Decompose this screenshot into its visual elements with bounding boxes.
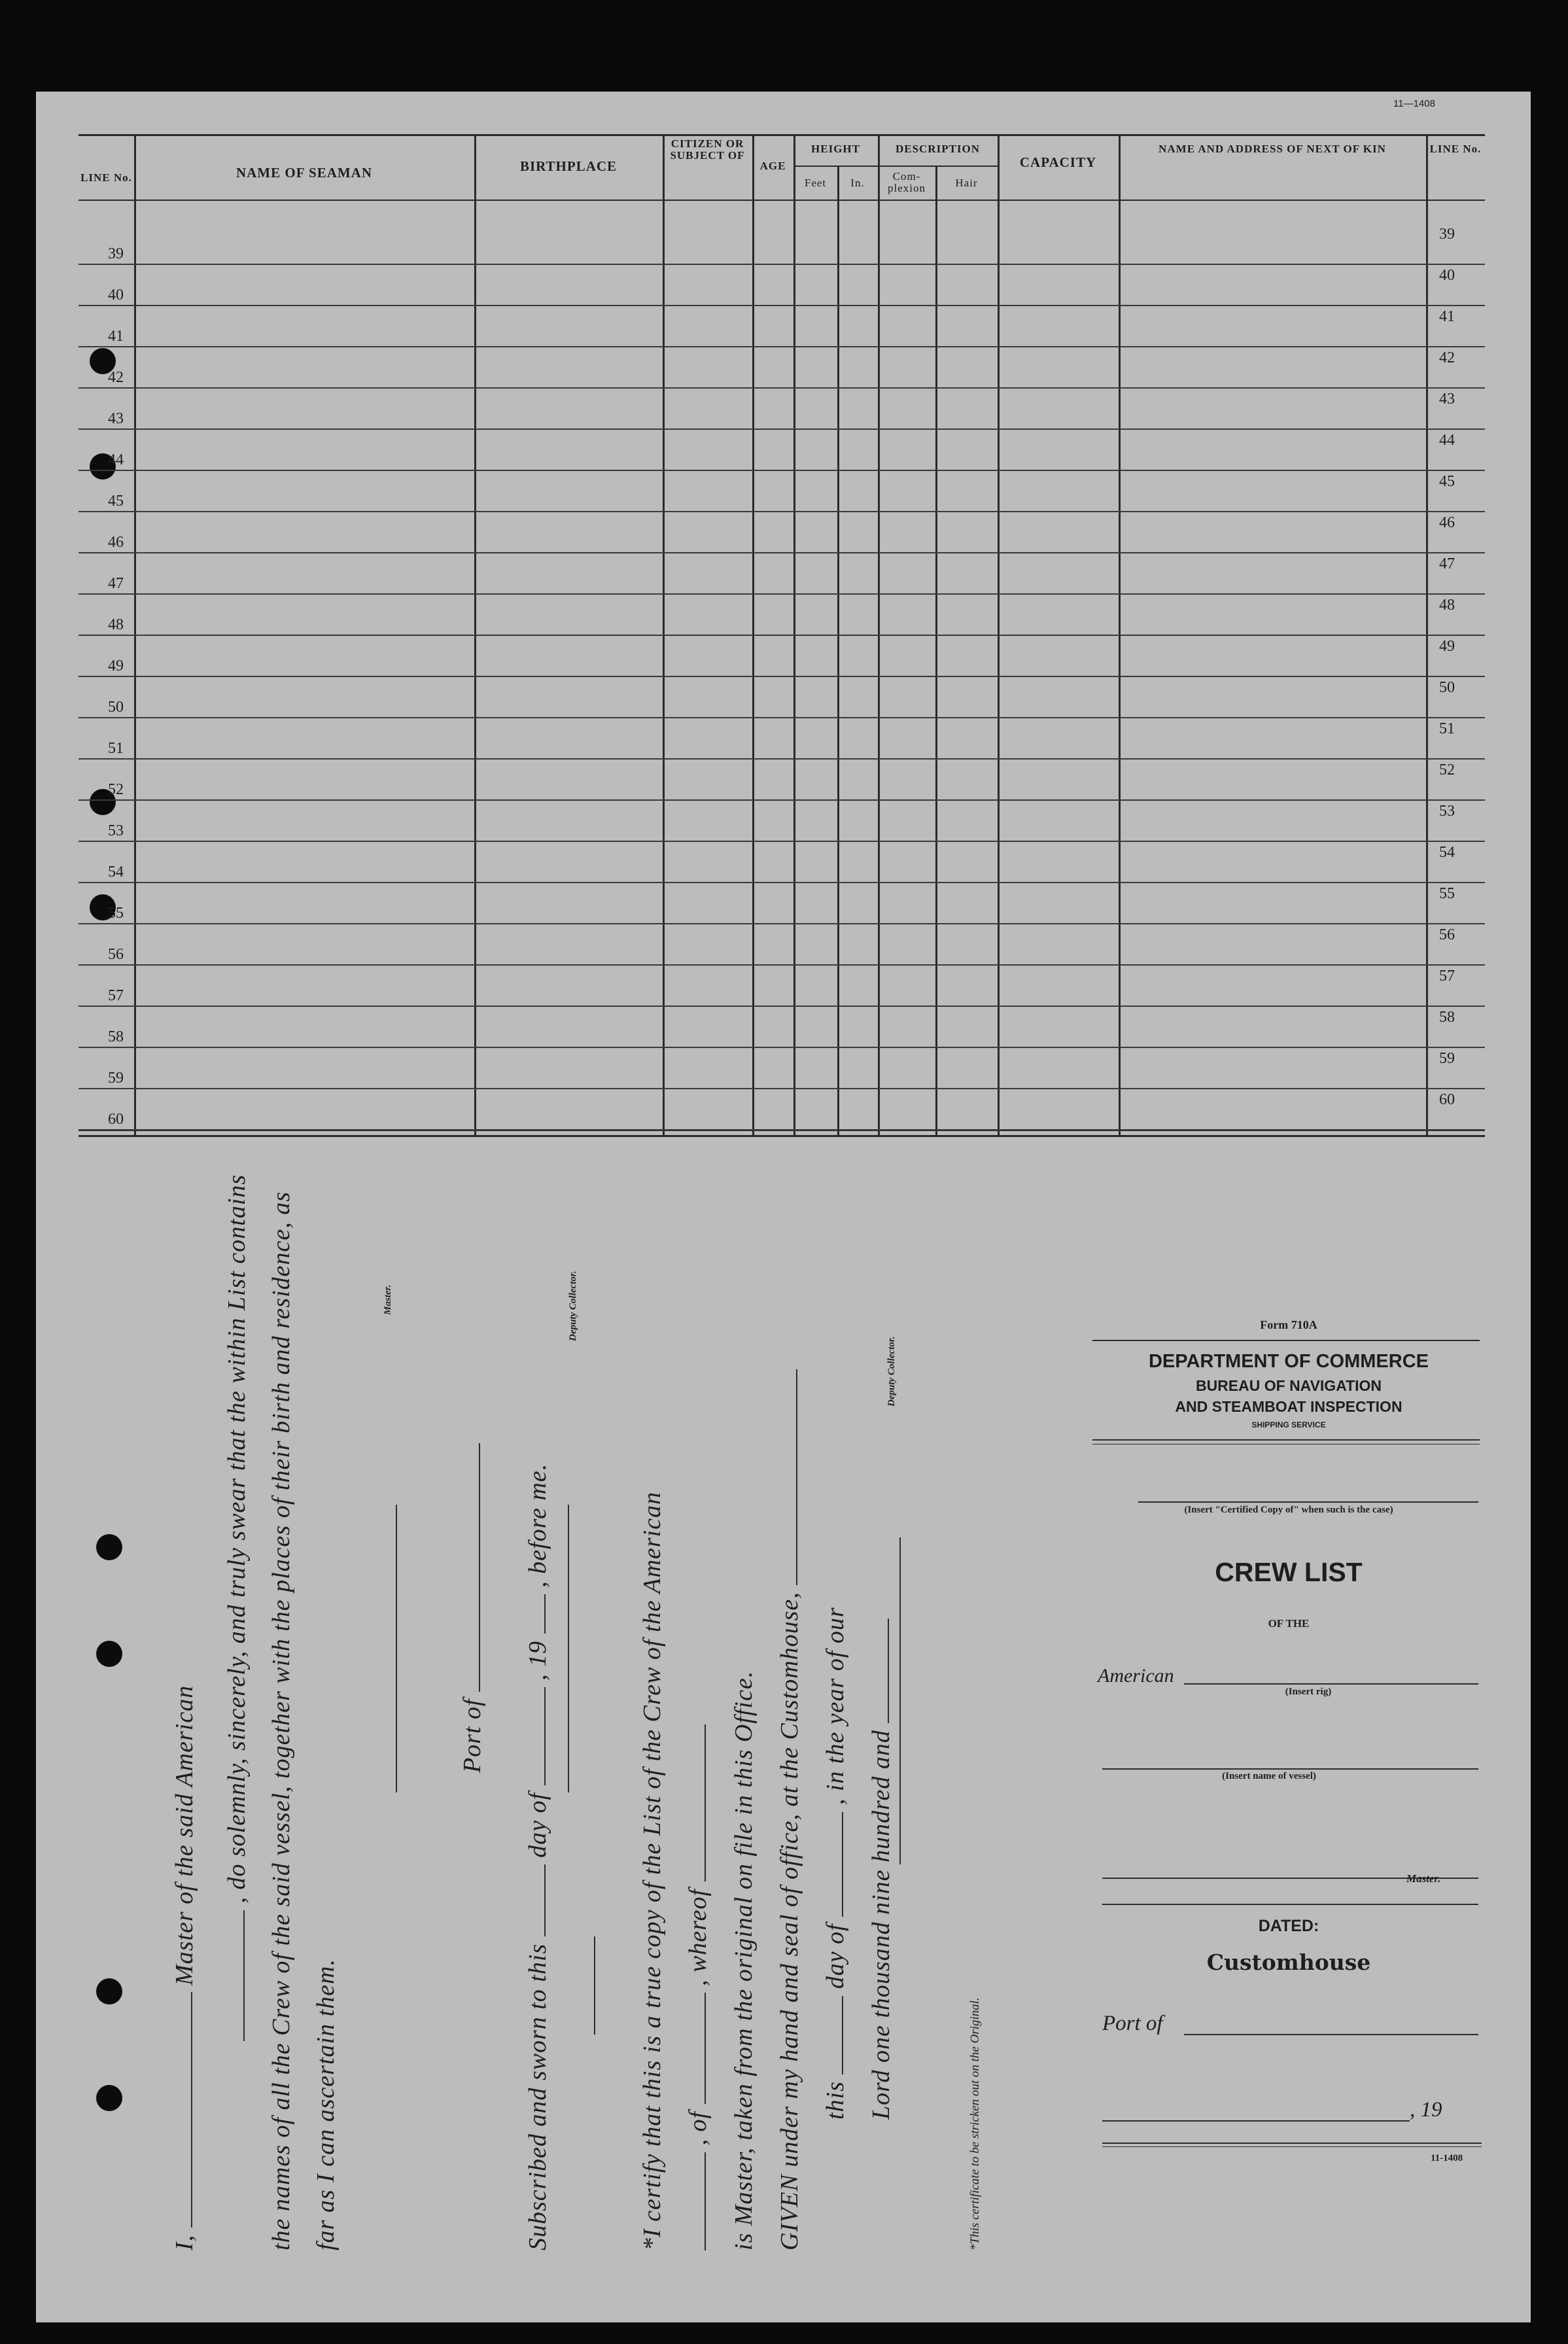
port-of-blank[interactable] [459,1443,480,1692]
oath-line-2 [222,1174,251,2041]
oath-i-text: I, [171,2234,198,2250]
deputy-collector-label-1: Deputy Collector. [568,1270,578,1341]
left-line-number: 52 [108,781,124,798]
year-cover-label: , 19 [1410,2098,1442,2122]
left-line-number: 60 [108,1111,124,1128]
lord-text: Lord one thousand nine hundred and [867,1730,895,2120]
ledger-row-line [78,346,1485,347]
left-line-number: 48 [108,616,124,633]
right-line-number: 50 [1439,679,1455,696]
ledger-row-line [78,799,1485,801]
cert-port-blank[interactable] [685,1993,706,2104]
right-line-number: 54 [1439,844,1455,861]
ledger-row-line [78,1088,1485,1089]
date-cover-blank[interactable] [1102,2120,1410,2122]
oath-line-1 [170,1685,199,2250]
certify-line-1: *I certify that this is a true copy of the List of the Crew of the American [638,1492,666,2250]
right-line-number: 56 [1439,926,1455,943]
left-line-number: 41 [108,328,124,345]
left-line-number: 47 [108,575,124,592]
right-line-number: 60 [1439,1091,1455,1108]
vessel-name-cover-blank[interactable] [1102,1768,1478,1770]
right-line-number: 51 [1439,720,1455,737]
right-line-number: 39 [1439,226,1455,243]
certificate-footnote: *This certificate to be stricken out on the Original. [968,1997,982,2250]
left-line-number: 55 [108,905,124,922]
vessel-name-blank[interactable] [224,1910,245,2041]
punch-hole-8 [96,2085,122,2111]
rig-blank[interactable] [1184,1683,1478,1685]
right-line-number: 44 [1439,432,1455,449]
department-title: DEPARTMENT OF COMMERCE [1148,1351,1429,1372]
oath-line-4: far as I can ascertain them. [312,1959,340,2250]
right-line-number: 55 [1439,885,1455,902]
of-the-label: OF THE [1268,1617,1310,1630]
right-line-number: 58 [1439,1009,1455,1026]
master-signature-label: Master. [383,1284,393,1315]
left-line-number: 53 [108,822,124,839]
header-citizen-or-subject: CITIZEN OR SUBJECT OF [670,137,745,162]
left-line-number: 54 [108,864,124,881]
right-line-number: 45 [1439,473,1455,490]
cert-of-text: , of [684,2110,712,2146]
year-19-text: , 19 [524,1640,551,1681]
ledger-row-line [78,1006,1485,1007]
subscribed-month-blank[interactable] [525,1687,546,1785]
port-of-cover-label: Port of [1102,2012,1163,2035]
port-cover-blank[interactable] [1184,2034,1478,2035]
left-line-number: 46 [108,534,124,551]
insert-vessel-note: (Insert name of vessel) [1222,1771,1316,1781]
master-name-blank[interactable] [171,1992,192,2228]
insert-certified-note: (Insert "Certified Copy of" when such is the case) [1184,1505,1393,1515]
given-day-of-text: day of [822,1923,849,1989]
year-of-our-text: , in the year of our [822,1607,849,1806]
day-of-text: day of [524,1792,551,1858]
header-description: DESCRIPTION [895,143,981,155]
ledger-row-line [78,511,1485,512]
customhouse-blank[interactable] [776,1369,797,1585]
header-capacity: CAPACITY [1019,154,1097,170]
punch-hole-6 [96,1641,122,1667]
left-line-number: 56 [108,946,124,963]
punch-hole-5 [96,1534,122,1560]
ledger-row-line [78,964,1485,966]
before-me-text: , before me. [524,1463,551,1588]
this-day-line [821,1607,850,2120]
port-of-line [458,1443,487,1773]
oath-master-of-text: Master of the said American [171,1685,198,1985]
form-number: Form 710A [1260,1318,1317,1331]
dated-label: DATED: [1258,1917,1319,1935]
ledger-row-line [78,635,1485,636]
ledger-row-line [78,1129,1485,1130]
crew-ledger-table [78,134,1485,1135]
ledger-row-line [78,387,1485,389]
ledger-row-line [78,758,1485,760]
subscribed-line [523,1463,552,2250]
left-line-number: 57 [108,987,124,1004]
header-height: HEIGHT [811,143,860,155]
customhouse-label: Customhouse [1206,1950,1371,1975]
right-line-number: 49 [1439,638,1455,655]
header-line-no: LINE No. [80,171,132,184]
ledger-row-line [78,429,1485,430]
right-line-number: 40 [1439,267,1455,284]
header-name-of-seaman: NAME OF SEAMAN [235,165,373,181]
american-label: American [1098,1665,1174,1687]
left-line-number: 44 [108,451,124,468]
left-line-number: 59 [108,1070,124,1087]
deputy-collector-label-2: Deputy Collector. [886,1336,897,1407]
header-inches: In. [850,177,865,189]
ledger-row-line [78,264,1485,265]
header-hair: Hair [955,177,978,189]
given-month-blank[interactable] [822,1812,843,1917]
right-line-number: 48 [1439,597,1455,614]
affidavit-block [157,1174,1034,2250]
shipping-service-label: SHIPPING SERVICE [1251,1420,1326,1429]
right-line-number: 46 [1439,514,1455,531]
certify-line-2 [684,1724,712,2250]
header-line-no-right: LINE No. [1429,143,1482,155]
left-line-number: 49 [108,657,124,674]
right-line-number: 42 [1439,349,1455,366]
ledger-row-line [78,552,1485,553]
left-line-number: 39 [108,245,124,262]
certify-line-3: is Master, taken from the original on file in this Office. [730,1670,758,2250]
left-line-number: 50 [108,699,124,716]
ledger-row-line [78,593,1485,595]
ledger-row-line [78,676,1485,677]
header-complexion: Com-plexion [888,170,926,194]
lord-year-blank[interactable] [868,1618,889,1723]
given-text: GIVEN under my hand and seal of office, at the Customhouse, [776,1592,803,2250]
ledger-row-line [78,470,1485,471]
ledger-row-line [78,882,1485,883]
right-line-number: 57 [1439,968,1455,985]
right-line-number: 53 [1439,803,1455,820]
oath-line-3: the names of all the Crew of the said vessel, together with the places of their birth and residence, as [268,1191,295,2250]
subscribed-text: Subscribed and sworn to this [524,1943,551,2250]
steamboat-title: AND STEAMBOAT INSPECTION [1175,1398,1402,1415]
ledger-row-line [78,923,1485,924]
left-line-number: 40 [108,287,124,304]
certified-copy-blank[interactable] [1138,1501,1478,1503]
master-cover-label: Master. [1406,1872,1441,1885]
oath-swear-text: , do solemnly, sincerely, and truly swear that the within List contains [223,1174,251,1904]
insert-rig-note: (Insert rig) [1285,1687,1332,1697]
cert-vessel-blank[interactable] [685,2152,706,2250]
left-line-number: 42 [108,369,124,386]
header-feet: Feet [804,177,827,189]
punch-hole-7 [96,1978,122,2004]
left-line-number: 58 [108,1028,124,1045]
bureau-title: BUREAU OF NAVIGATION [1195,1377,1382,1394]
ledger-row-line [78,717,1485,718]
given-line [775,1369,804,2250]
subscribed-year-blank[interactable] [525,1594,546,1634]
header-birthplace: BIRTHPLACE [519,158,618,174]
crew-list-title: CREW LIST [1215,1557,1363,1587]
left-line-number: 51 [108,740,124,757]
ledger-row-line [78,1047,1485,1048]
right-line-number: 52 [1439,761,1455,778]
header-age: AGE [759,160,786,172]
cert-master-blank[interactable] [685,1724,706,1881]
form-code-top: 11—1408 [1393,98,1435,109]
right-line-number: 47 [1439,555,1455,572]
lord-line [867,1618,896,2120]
right-line-number: 59 [1439,1050,1455,1067]
ledger-row-line [78,841,1485,842]
cert-whereof-text: , whereof [684,1888,712,1986]
header-next-of-kin: NAME AND ADDRESS OF NEXT OF KIN [1159,143,1386,155]
right-line-number: 41 [1439,308,1455,325]
ledger-row-line [78,305,1485,306]
left-line-number: 45 [108,493,124,510]
this-text: this [822,2081,849,2120]
port-of-label: Port of [459,1698,486,1773]
right-line-number: 43 [1439,391,1455,408]
form-code-bottom: 11-1408 [1431,2153,1463,2163]
given-day-blank[interactable] [822,1996,843,2074]
subscribed-day-blank[interactable] [525,1864,546,1936]
left-line-number: 43 [108,410,124,427]
